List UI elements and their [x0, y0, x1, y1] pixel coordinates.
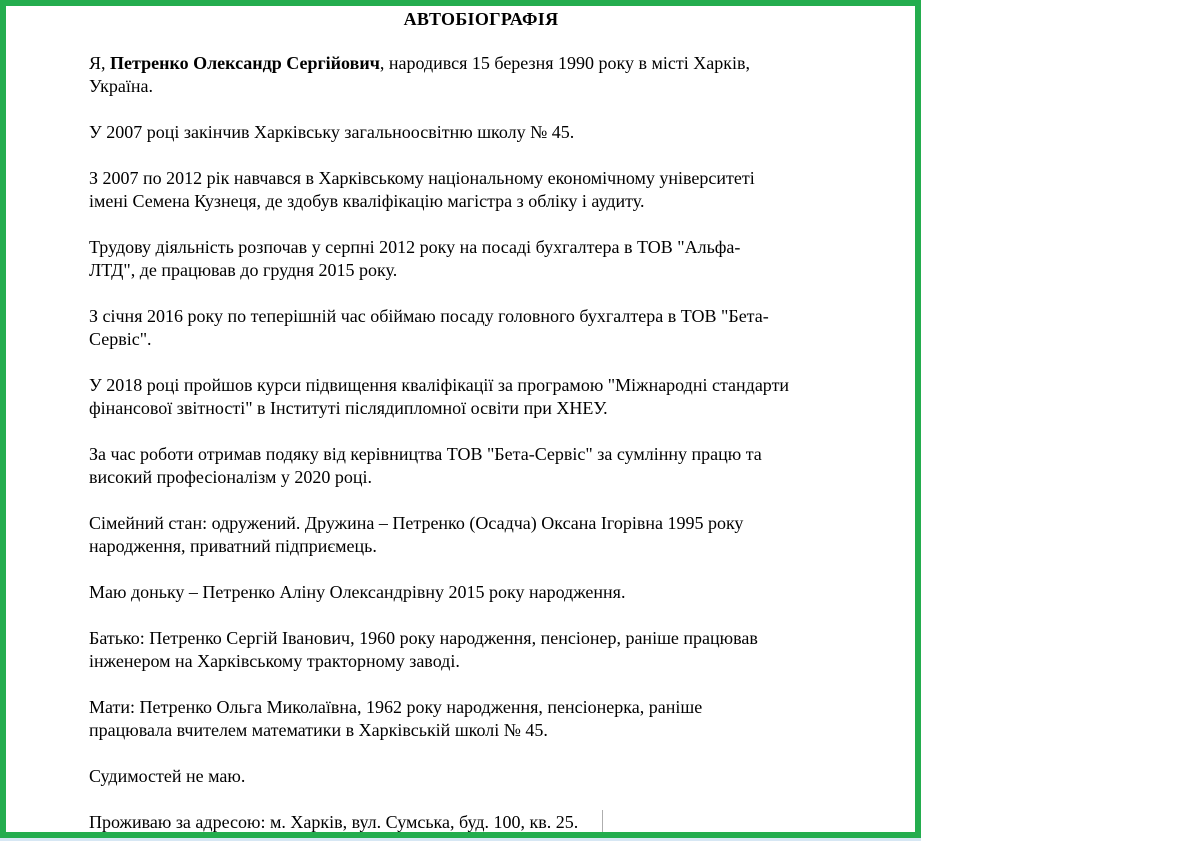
paragraph-mother: [89, 696, 873, 742]
paragraph-father: [89, 627, 873, 673]
paragraph-commendation: [89, 443, 873, 489]
text-line: З січня 2016 року по теперішній час обіймаю посаду головного бухгалтера в ТОВ "Бета-: [89, 306, 769, 326]
paragraph-university: [89, 167, 873, 213]
paragraph-marital-status: [89, 512, 873, 558]
paragraph-no-convictions: [89, 765, 873, 788]
text-line: У 2007 році закінчив Харківську загальноосвітню школу № 45.: [89, 122, 575, 142]
person-name: Петренко Олександр Сергійович: [110, 53, 380, 73]
text-line: У 2018 році пройшов курси підвищення кваліфікації за програмою "Міжнародні стандарти: [89, 375, 790, 395]
page-title: АВТОБІОГРАФІЯ: [403, 9, 559, 29]
paragraph-school: [89, 121, 873, 144]
document-body[interactable]: [6, 6, 915, 834]
text-line: Судимостей не маю.: [89, 766, 246, 786]
intro-prefix: Я,: [89, 53, 111, 73]
text-line: Проживаю за адресою: м. Харків, вул. Сумська, буд. 100, кв. 25.: [89, 812, 579, 832]
text-line: За час роботи отримав подяку від керівництва ТОВ "Бета-Сервіс" за сумлінну працю та: [89, 444, 762, 464]
text-line: ЛТД", де працював до грудня 2015 року.: [89, 260, 398, 280]
paragraph-first-job: [89, 236, 873, 282]
paragraph-courses: [89, 374, 873, 420]
text-line: Трудову діяльність розпочав у серпні 2012 року на посаді бухгалтера в ТОВ "Альфа-: [89, 237, 741, 257]
paragraph-address: [89, 811, 873, 834]
text-line: Україна.: [89, 76, 154, 96]
text-line: Маю доньку – Петренко Аліну Олександрівну 2015 року народження.: [89, 582, 626, 602]
text-line: З 2007 по 2012 рік навчався в Харківському національному економічному університеті: [89, 168, 755, 188]
text-line: високий професіоналізм у 2020 році.: [89, 467, 372, 487]
text-cursor: [602, 810, 603, 832]
text-line: Сервіс".: [89, 329, 152, 349]
paragraph-daughter: [89, 581, 873, 604]
text-line: Батько: Петренко Сергій Іванович, 1960 року народження, пенсіонер, раніше працював: [89, 628, 758, 648]
text-line: інженером на Харківському тракторному заводі.: [89, 651, 460, 671]
text-line: Сімейний стан: одружений. Дружина – Петренко (Осадча) Оксана Ігорівна 1995 року: [89, 513, 744, 533]
paragraph-current-job: [89, 305, 873, 351]
text-line: імені Семена Кузнеця, де здобув кваліфікацію магістра з обліку і аудиту.: [89, 191, 645, 211]
intro-rest: , народився 15 березня 1990 року в місті Харків,: [379, 53, 751, 73]
text-line: фінансової звітності" в Інституті післядипломної освіти при ХНЕУ.: [89, 398, 608, 418]
text-line: працювала вчителем математики в Харківській школі № 45.: [89, 720, 548, 740]
text-line: Мати: Петренко Ольга Миколаївна, 1962 року народження, пенсіонерка, раніше: [89, 697, 703, 717]
intro-paragraph: [89, 52, 873, 98]
text-line: народження, приватний підприємець.: [89, 536, 377, 556]
text-line: [89, 52, 873, 75]
